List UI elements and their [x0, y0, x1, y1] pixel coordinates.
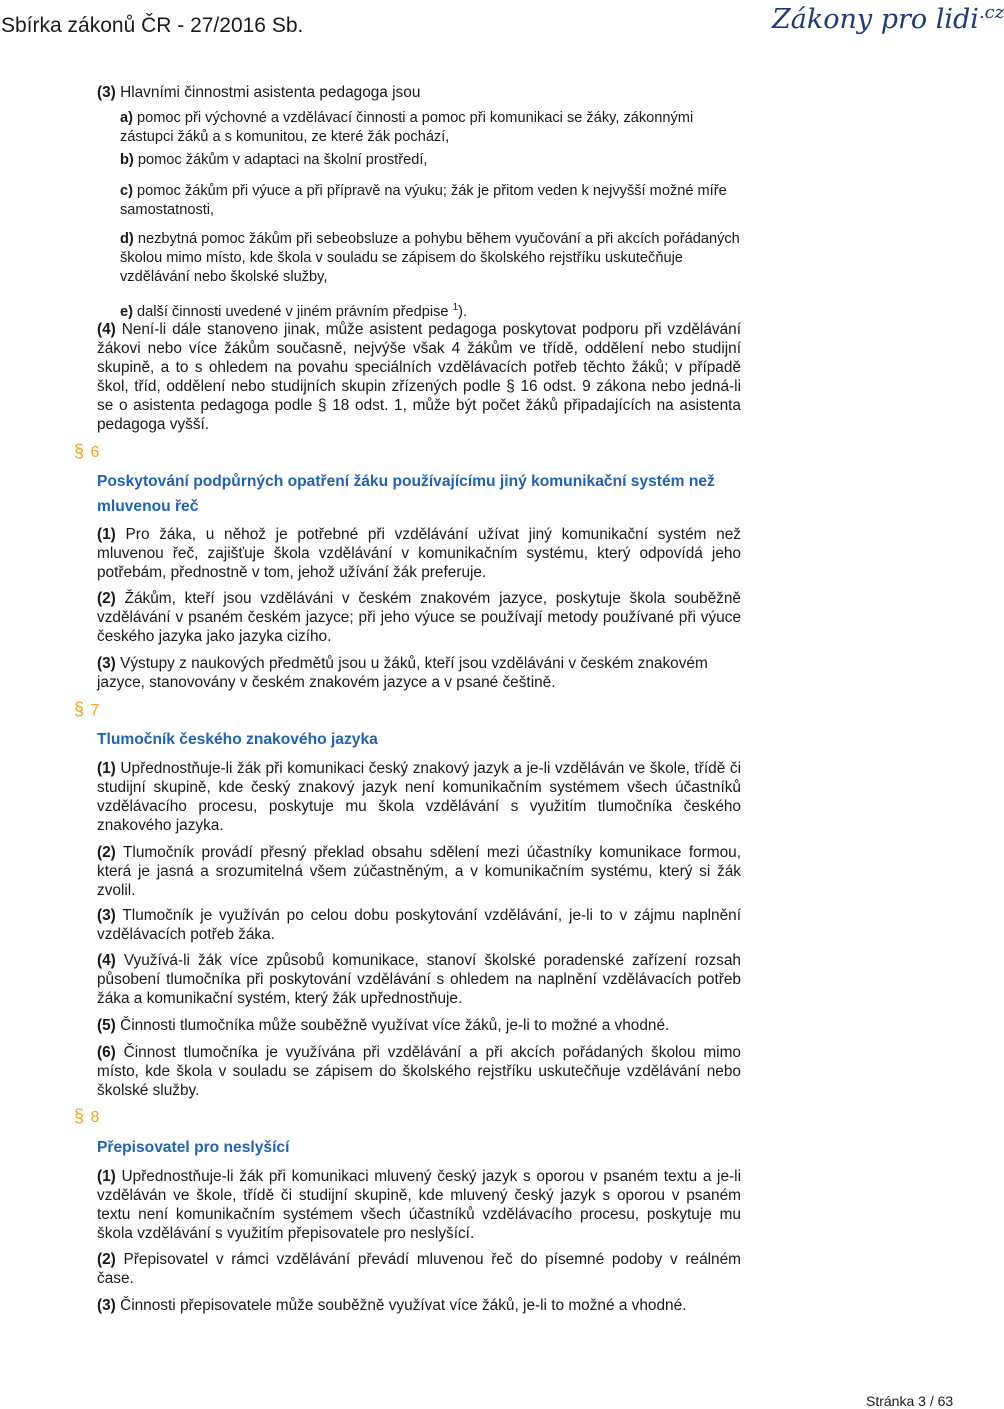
- section-7-paragraph-2: [97, 843, 741, 900]
- section-6-heading: Poskytování podpůrných opatření žáku používajícímu jiný komunikační systém než mluvenou řeč: [97, 473, 715, 515]
- item-letter: d): [120, 231, 134, 247]
- paragraph-text: Pro žáka, u něhož je potřebné při vzdělávání užívat jiný komunikační systém než mluvenou řeč, zajišťuje škola vzdělávání v komunikačním systému, který odpovídá jeho potřebám, přednostně v tom, jehož užívání žák preferuje.: [97, 526, 741, 581]
- paragraph-text: Využívá-li žák více způsobů komunikace, stanoví školské poradenské zařízení rozsah působení tlumočníka při poskytování vzdělávání s ohledem na naplnění vzdělávacích potřeb žáka a komunikační systém, který žák upřednostňuje.: [97, 952, 741, 1007]
- paragraph-number: (3): [97, 1297, 116, 1314]
- paragraph-number: (4): [97, 952, 116, 969]
- section-7-paragraph-4: [97, 951, 741, 1008]
- paragraph-text: Hlavními činnostmi asistenta pedagoga jsou: [120, 84, 421, 101]
- paragraph-text: Výstupy z naukových předmětů jsou u žáků, kteří jsou vzděláváni v českém znakovém jazyce, stanovovány v českém znakovém jazyce a v psané češtině.: [97, 655, 708, 691]
- paragraph-3-intro: [97, 83, 741, 102]
- paragraph-text: Tlumočník je využíván po celou dobu poskytování vzdělávání, je-li to v zájmu naplnění vzdělávacích potřeb žáka.: [97, 907, 742, 943]
- paragraph-text: Žákům, kteří jsou vzděláváni v českém znakovém jazyce, poskytuje škola souběžně vzdělávání v psaném českém jazyce; při jeho výuce se používají metody používané při výuce českého jazyka jako jazyka cizího.: [97, 590, 741, 645]
- section-number: 7: [90, 702, 100, 719]
- paragraph-4: [97, 320, 741, 434]
- item-text: nezbytná pomoc žákům při sebeobsluze a pohybu během vyučování a při akcích pořádaných školou mimo místo, kde škola v souladu se zápisem do školského rejstříku uskutečňuje vzdělávání nebo školské služby,: [120, 231, 740, 285]
- item-letter: e): [120, 303, 133, 320]
- paragraph-number: (2): [97, 590, 116, 607]
- section-7-paragraph-6: [97, 1043, 741, 1100]
- paragraph-text: Není-li dále stanoveno jinak, může asistent pedagoga poskytovat podporu při vzdělávání žákovi nebo více žákům současně, nejvýše však 4 žákům ve třídě, oddělení nebo studijní skupině, a to s ohledem na povahu speciálních vzdělávacích potřeb těchto žáků; v případě škol, tříd, oddělení nebo studijních skupin zřízených podle § 16 odst. 9 zákona nebo jedná-li se o asistenta pedagoga podle § 18 odst. 1, může být počet žáků připadajících na asistenta pedagoga vyšší.: [97, 321, 741, 433]
- item-text: pomoc žákům při výuce a při přípravě na výuku; žák je přitom veden k nejvyšší možné míře samostatnosti,: [120, 183, 727, 218]
- footnote-link[interactable]: 1: [452, 302, 459, 313]
- item-letter: b): [120, 152, 134, 168]
- paragraph-number: (6): [97, 1044, 116, 1061]
- section-6-paragraph-1: [97, 525, 741, 582]
- paragraph-text: Činnost tlumočníka je využívána při vzdělávání a při akcích pořádaných školou mimo místo, kde škola v souladu se zápisem do školského rejstříku uskutečňuje vzdělávání nebo školské služby.: [97, 1044, 741, 1099]
- item-letter: c): [120, 183, 133, 199]
- item-text-end: ).: [458, 303, 468, 320]
- section-8-heading: Přepisovatel pro neslyšící: [97, 1139, 290, 1156]
- item-text: pomoc žákům v adaptaci na školní prostředí,: [137, 152, 428, 168]
- paragraph-text: Tlumočník provádí přesný překlad obsahu sdělení mezi účastníky komunikace formou, která je jasná a srozumitelná všem zúčastněným, a v komunikačním systému, který si žák zvolil.: [97, 844, 742, 899]
- paragraph-number: (3): [97, 907, 116, 924]
- paragraph-text: Přepisovatel v rámci vzdělávání převádí mluvenou řeč do písemné podoby v reálném čase.: [97, 1251, 741, 1287]
- document-title: Sbírka zákonů ČR - 27/2016 Sb.: [1, 14, 304, 37]
- paragraph-text: Upřednostňuje-li žák při komunikaci mluvený český jazyk s oporou v psaném textu a je-li vzděláván ve škole, třídě či studijní skupině, kde mluvený český jazyk s oporou v psaném textu není komunikačním systémem všech účastníků vzdělávacího procesu, poskytuje mu škola vzdělávání s využitím přepisovatele pro neslyšící.: [97, 1168, 741, 1242]
- section-6-paragraph-2: [97, 589, 741, 646]
- paragraph-number: (2): [97, 844, 116, 861]
- section-6-paragraph-3: [97, 654, 741, 692]
- paragraph-number: (4): [97, 321, 116, 338]
- section-8-paragraph-2: [97, 1250, 741, 1288]
- paragraph-number: (1): [97, 760, 116, 777]
- paragraph-number: (5): [97, 1017, 116, 1034]
- item-text: další činnosti uvedené v jiném právním předpise: [137, 303, 449, 320]
- paragraph-text: Činnosti tlumočníka může souběžně využívat více žáků, je-li to možné a vhodné.: [120, 1017, 670, 1034]
- section-6-marker: [74, 441, 99, 462]
- paragraph-number: (3): [97, 84, 116, 101]
- section-symbol: §: [74, 699, 85, 719]
- paragraph-text: Činnosti přepisovatele může souběžně využívat více žáků, je-li to možné a vhodné.: [120, 1297, 687, 1314]
- list-item-c: [120, 182, 740, 220]
- list-item-e: [120, 298, 740, 322]
- section-7-paragraph-3: [97, 906, 741, 944]
- paragraph-number: (2): [97, 1251, 116, 1268]
- section-8-paragraph-3: [97, 1296, 741, 1315]
- item-text: pomoc při výchovné a vzdělávací činnosti a pomoc při komunikaci se žáky, zákonnými zástupci žáků a s komunitou, ze které žák pochází,: [120, 110, 694, 145]
- section-symbol: §: [74, 1106, 85, 1126]
- page-header: [0, 0, 1004, 46]
- paragraph-number: (1): [97, 1168, 116, 1185]
- paragraph-number: (3): [97, 655, 116, 672]
- section-7-paragraph-5: [97, 1016, 741, 1035]
- section-8-marker: [74, 1106, 99, 1127]
- section-7-marker: [74, 699, 99, 720]
- section-symbol: §: [74, 441, 85, 461]
- logo-text: Zákony pro lidi: [772, 4, 979, 35]
- item-letter: a): [120, 110, 133, 126]
- section-number: 6: [90, 444, 100, 461]
- section-number: 8: [90, 1109, 100, 1126]
- paragraph-number: (1): [97, 526, 116, 543]
- section-8-paragraph-1: [97, 1167, 741, 1243]
- site-logo[interactable]: [772, 4, 1004, 35]
- logo-suffix: .cz: [978, 2, 1004, 23]
- section-7-heading: Tlumočník českého znakového jazyka: [97, 731, 378, 748]
- section-7-paragraph-1: [97, 759, 741, 835]
- page-number: Stránka 3 / 63: [866, 1393, 954, 1409]
- list-item-a: [120, 109, 740, 147]
- list-item-b: [120, 151, 740, 170]
- list-item-d: [120, 230, 740, 287]
- paragraph-text: Upřednostňuje-li žák při komunikaci český znakový jazyk a je-li vzděláván ve škole, třídě či studijní skupině, kde český znakový jazyk není komunikačním systémem všech účastníků vzdělávacího procesu, poskytuje mu škola vzdělávání s využitím tlumočníka českého znakového jazyka.: [97, 760, 741, 834]
